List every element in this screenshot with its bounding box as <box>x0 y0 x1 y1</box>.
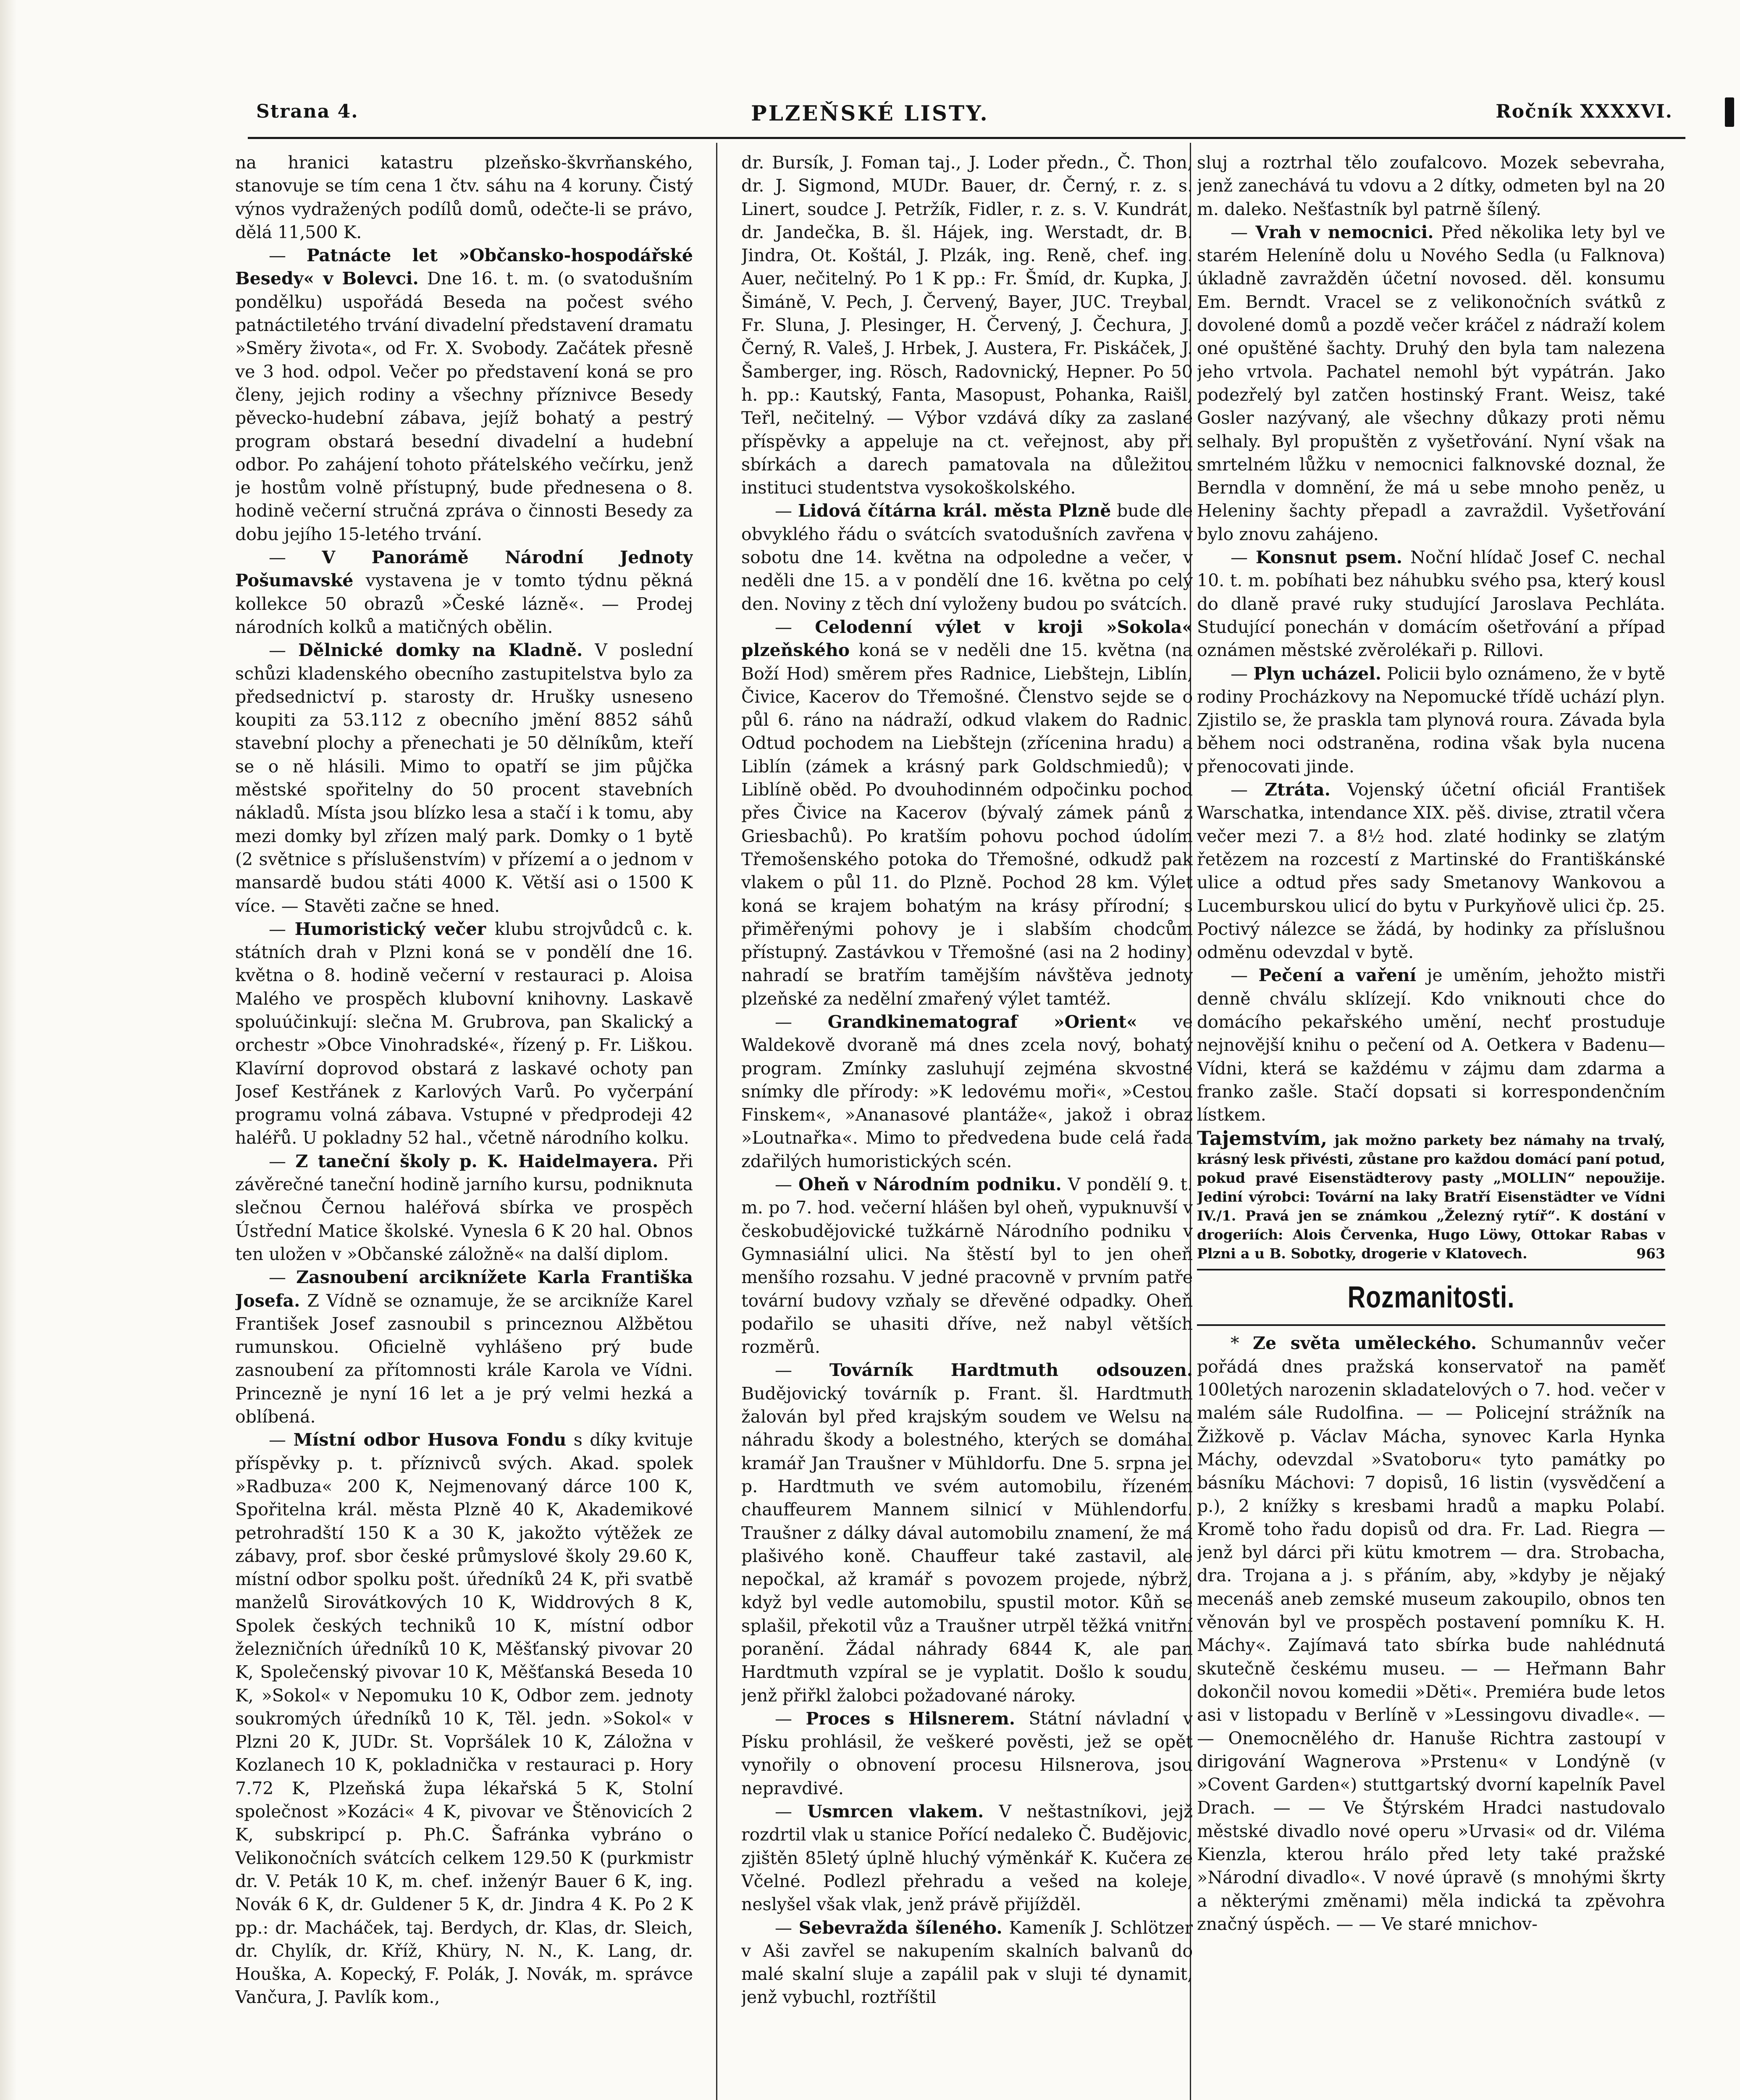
item-dash: — <box>269 1267 297 1288</box>
item-dash: — <box>269 640 298 661</box>
advertisement <box>1197 1129 1665 1263</box>
item-dash: — <box>269 547 322 568</box>
item-text: Dne 16. t. m. (o svatodušním pondělku) uspořádá Beseda na počest svého patnáctiletého trvání divadelní představení dramatu »Směry života«, od Fr. X. Svobody. Začátek přesně ve 3 hod. odpol. Večer po představení koná se pro členy, jejich rodiny a všechny příznivce Besedy pěvecko-hudební zábava, jejíž bohatý a pestrý program obstará besední divadelní a hudební odbor. Po zahájení tohoto přátelského večírku, jenž je hostům volně přístupný, bude přednesena o 8. hodině večerní stručná zpráva o činnosti Besedy za dobu jejího 15-letého trvání. <box>235 268 693 544</box>
item-text: koná se v neděli dne 15. května (na Boží Hod) směrem přes Radnice, Liebštejn, Liblín, Čivice, Kacerov do Třemošné. Členstvo sejde se o půl 6. ráno na nádraží, odkud vlakem do Radnic. Odtud pochodem na Liebštejn (zřícenina hradu) a Liblín (zámek a krásný park Goldschmiedů); v Liblíně oběd. Po dvouhodinném odpočinku pochod přes Čivice na Kacerov (bývalý zámek pánů z Griesbachů). Po kratším pohovu pochod údolím Třemošenského potoka do Třemošné, odkudž pak vlakem o půl 11. do Plzně. Pochod 28 km. Výlet koná se krajem bohatým na krásy přírodní; s přiměřenými pohovy je i slabším chodcům přístupný. Zastávkou v Třemošné (asi na 2 hodiny) nahradí se bratřím tamějším návštěva jednoty plzeňské za nedělní zmařený výlet tamtéž. <box>741 640 1193 1009</box>
item-dash: — <box>269 1430 294 1450</box>
item-headline: Pečení a vaření <box>1258 965 1417 986</box>
item-dash: — <box>1231 547 1256 568</box>
item-dash: — <box>775 1917 799 1938</box>
item-headline: Grandkinematograf »Orient« <box>827 1011 1137 1032</box>
news-item <box>235 1428 693 2009</box>
item-headline: Humoristický večer <box>294 919 486 939</box>
item-headline: Z taneční školy p. K. Haidelmayera. <box>295 1151 659 1171</box>
news-item <box>741 1800 1193 1916</box>
item-headline: Oheň v Národním podniku. <box>798 1174 1062 1195</box>
item-dash: — <box>1231 222 1256 242</box>
item-dash: — <box>269 1151 296 1171</box>
item-dash: — <box>1231 965 1259 986</box>
item-text: klubu strojvůdců c. k. státních drah v Plzni koná se v pondělí dne 16. května o 8. hodině večerní v restauraci p. Aloisa Malého ve prospěch klubovní knihovny. Laskavě spoluúčinkují: slečna M. Grubrova, pan Skalický a orchestr »Obce Vinohradské«, řízený p. Fr. Liškou. Klavírní doprovod obstará z laskavé ochoty pan Josef Kestřánek z Karlových Varů. Po vyčerpání programu volná zábava. Vstupné v předprodeji 42 haléřů. U pokladny 52 hal., včetně národního kolku. <box>235 919 693 1148</box>
news-item <box>1197 1332 1665 1936</box>
item-dash: — <box>775 1011 828 1032</box>
item-dash: — <box>1231 663 1254 684</box>
column-2 <box>741 151 1193 2100</box>
page-number: Strana 4. <box>256 101 359 122</box>
item-headline: Lidová čítárna král. města Plzně <box>798 501 1111 521</box>
news-item <box>741 1359 1193 1707</box>
item-headline: Proces s Hilsnerem. <box>806 1708 1016 1729</box>
header-rule <box>248 137 1685 139</box>
item-headline: Vrah v nemocnici. <box>1255 222 1434 242</box>
news-item <box>741 1011 1193 1173</box>
item-dash: — <box>775 617 815 637</box>
item-text: Policii bylo oznámeno, že v bytě rodiny Procházkovy na Nepomucké třídě uchází plyn. Zjistilo se, že praskla tam plynová roura. Závada byla během noci odstraněna, rodina však byla nucena přenocovati jinde. <box>1197 663 1665 777</box>
item-text: Z Vídně se oznamuje, že se arcikníže Karel František Josef zasnoubil s princeznou Alžbětou rumunskou. Oficielně vyhlášeno prý bude zasnoubení za přítomnosti krále Karola ve Vídni. Princezně je nyní 16 let a je prý velmi hezká a oblíbená. <box>235 1290 693 1427</box>
item-text: Schumannův večer pořádá dnes pražská konservatoř na paměť 100letých narozenin skladatelových o 7. hod. večer v malém sále Rudolfina. — — Policejní strážník na Žižkově p. Václav Mácha, synovec Karla Hynka Máchy, odevzdal »Svatoboru« tyto památky po básníku Máchovi: 7 dopisů, 16 listin (vysvědčení a p.), 2 knížky s kresbami hradů a mapku Polabí. Kromě toho řadu dopisů od dra. Fr. Lad. Riegra — jenž byl dárci při kütu kmotrem — dra. Strobacha, dra. Trojana a j. s přáním, aby, »kdyby je nějaký mecenáš aneb zemské museum zakoupilo, obnos ten věnován byl ve prospěch postavení pomníku K. H. Máchy«. Zajímavá tato sbírka bude nahlédnutá skutečně českému museu. — — Heřmann Bahr dokončil novou komedii »Děti«. Premiéra bude letos asi v listopadu v Berlíně v »Lessingovu divadle«. — — Onemocnělého dr. Hanuše Richtra zastoupí v dirigování Wagnerova »Prstenu« v Londýně (v »Covent Garden«) stuttgartský dvorní kapelník Pavel Drach. — — Ve Štýrském Hradci nastudovalo městské divadlo nové operu »Urvasi« od dr. Viléma Kienzla, kterou hrálo před lety také pražské »Národní divadlo«. V nové úpravě (s mnohými škrty a některými změnami) měla indická ta zpěvohra značný úspěch. — — Ve staré mnichov- <box>1197 1333 1665 1934</box>
item-headline: Usmrcen vlakem. <box>807 1801 984 1822</box>
news-item <box>1197 221 1665 546</box>
item-text: vystavena je v tomto týdnu pěkná kollekce 50 obrazů »České lázně«. — Prodej národních kolků a matičných obělin. <box>235 570 693 637</box>
news-item <box>1197 778 1665 964</box>
volume-number: Ročník XXXXVI. <box>1496 101 1673 122</box>
item-headline: Zasnoubení arciknížete Karla Františka Josefa. <box>235 1267 693 1311</box>
item-dash: — <box>775 1708 806 1729</box>
item-text: V neštastníkovi, jejž rozdrtil vlak u stanice Pořící nedaleko Č. Budějovic, zjištěn 85letý úplně hluchý výměnkář K. Kučera ze Včelné. Podlezl přehradu a vešed na koleje, neslyšel však vlak, jenž právě přijížděl. <box>741 1801 1193 1915</box>
news-item <box>1197 546 1665 662</box>
news-item <box>235 1150 693 1266</box>
advertisement-body: jak možno parkety bez námahy na trvalý, krásný lesk přivésti, zůstane pro každou domácí paní potud, pokud pravé Eisenstädterovy pasty „MOLLIN“ nepoužije. Jediní výrobci: Tovární na laky Bratří Eisenstädter ve Vídni IV./1. Pravá jen se známkou „Železný rytíř“. K dostání v drogeriích: Alois Červenka, Hugo Löwy, Ottokar Rabas v Plzni a u B. Sobotky, drogerie v Klatovech. <box>1197 1132 1665 1262</box>
section-rule <box>1197 1324 1665 1326</box>
item-text: s díky kvituje příspěvky p. t. příznivců svých. Akad. spolek »Radbuza« 200 K, Nejmenovaný dárce 100 K, Spořitelna král. města Plzně 40 K, Akademikové petrohradští 150 K a 30 K, jakožto výtěžek ze zábavy, prof. sbor české průmyslové školy 29.60 K, místní odbor spolku pošt. úředníků 24 K, při svatbě manželů Sirovátkových 10 K, Widdrových 8 K, Spolek českých techniků 10 K, místní odbor železničních úředníků 10 K, Měšťanský pivovar 20 K, Společenský pivovar 10 K, Měšťanská Beseda 10 K, »Sokol« v Nepomuku 10 K, Odbor zem. jednoty soukromých úředníků 10 K, Těl. jedn. »Sokol« v Plzni 20 K, JUDr. St. Vopršálek 10 K, Záložna v Kozlanech 10 K, pokladnička v restauraci p. Hory 7.72 K, Plzeňská župa lékařská 5 K, Stolní společnost »Kozáci« 4 K, pivovar ve Štěnovicích 2 K, subskripcí p. Ph.C. Šafránka vybráno o Velikonočních svátcích celkem 129.50 K (purkmistr dr. V. Peták 10 K, m. chef. inženýr Bauer 6 K, ing. Novák 6 K, dr. Guldener 5 K, dr. Jindra 4 K. Po 2 K pp.: dr. Macháček, taj. Berdych, dr. Klas, dr. Sleich, dr. Chylík, dr. Kříž, Khüry, N. N., K. Lang, dr. Houška, A. Kopecký, F. Polák, J. Novák, m. správce Vančura, J. Pavlík kom., <box>235 1430 693 2008</box>
news-item <box>235 546 693 639</box>
item-headline: Ze světa uměleckého. <box>1253 1333 1477 1354</box>
column-3-news <box>1197 151 1665 1126</box>
item-headline: Dělnické domky na Kladně. <box>298 640 583 661</box>
section-title: Rozmanitosti. <box>1347 1281 1515 1315</box>
column-divider <box>716 143 717 2100</box>
news-item <box>235 244 693 546</box>
item-text: bude dle obvyklého řádu o svátcích svatodušních zavřena v sobotu dne 14. května na odpoledne a večer, v neděli dne 15. a v pondělí dne 16. května po celý den. Noviny z těch dní vyloženy budou po svátcích. <box>741 501 1193 614</box>
section-items <box>1197 1332 1665 1936</box>
item-text: sluj a roztrhal tělo zoufalcovo. Mozek sebevraha, jenž zanechává tu vdovu a 2 dítky, odmeten byl na 20 m. daleko. Nešťastník byl patrně šílený. <box>1197 152 1665 219</box>
item-text: Vojenský účetní oficiál František Warschatka, intendance XIX. pěš. divise, ztratil včera večer mezi 7. a 8½ hod. zlaté hodinky se zlatým řetězem na rozcestí z Martinské do Františkánské ulice a odtud přes sady Smetanovy Wankovou a Lucemburskou ulicí do bytu v Purkyňově ulici čp. 25. Poctivý nálezce se žádá, by hodinky za příslušnou odměnu odevzdal v bytě. <box>1197 780 1665 963</box>
item-dash: — <box>1231 780 1265 800</box>
item-text: V pondělí 9. t. m. po 7. hod. večerní hlášen byl oheň, vypuknuvší v českobudějovické tužkárně Národního podniku v Gymnasiální ulici. Na štěstí byl to jen oheň menšího rozsahu. V jedné pracovně v prvním patře tovární budovy vzňaly se dřevěné odpadky. Oheň podařilo se uhasiti dříve, než nabyl větších rozměrů. <box>741 1174 1193 1357</box>
news-item <box>741 1173 1193 1359</box>
news-item <box>741 616 1193 1011</box>
item-text: Při závěrečné taneční hodině jarního kursu, podniknuta slečnou Černou haléřová sbírka ve prospěch Ústřední Matice školské. Vynesla 6 K 20 hal. Obnos ten uložen v »Občanské záložně« na další diplom. <box>235 1151 693 1264</box>
item-headline: Místní odbor Husova Fondu <box>293 1430 567 1450</box>
item-dash: * <box>1231 1333 1253 1354</box>
page-edge-shadow <box>0 0 17 2100</box>
item-dash: — <box>269 245 307 266</box>
item-headline: Továrník Hardtmuth odsouzen. <box>829 1360 1193 1381</box>
advertisement-headline: Tajemstvím, <box>1197 1127 1328 1150</box>
item-text: Noční hlídač Josef C. nechal 10. t. m. pobíhati bez náhubku svého psa, který kousl do dlaně pravé ruky studující Jaroslava Pechláta. Studující ponechán v domácím ošetřování a případ oznámen městské zvěrolékaři p. Rillovi. <box>1197 547 1665 661</box>
item-dash: — <box>269 919 295 939</box>
item-headline: Konsnut psem. <box>1255 547 1403 568</box>
news-item <box>1197 662 1665 778</box>
item-text: Kameník J. Schlötzer v Aši zavřel se nakupením skalních balvanů do malé skalní sluje a zapálil pak v sluji té dynamit, jenž vybuchl, roztříštil <box>741 1917 1193 2008</box>
masthead-title: PLZEŇSKÉ LISTY. <box>751 101 989 126</box>
item-text: Budějovický továrník p. Frant. šl. Hardtmuth žalován byl před krajským soudem ve Welsu na náhradu škody a bolestného, kterých se domáhal kramář Jan Traušner v Mühldorfu. Dne 5. srpna jel p. Hardtmuth ve svém automobilu, řízeném chauffeurem Mannem silnicí v Mühlendorfu. Traušner z dálky dával automobilu znamení, že má plašivého koně. Chauffeur také zastavil, ale nepočkal, až kramář s povozem projede, nýbrž, když byl vedle automobilu, spustil motor. Kůň se splašil, překotil vůz a Traušner utrpěl těžká vnitřní poranění. Žádal náhrady 6844 K, ale pan Hardtmuth vzpíral se je vyplatit. Došlo k soudu, jenž přiřkl žalobci požadované nároky. <box>741 1383 1193 1706</box>
news-item <box>741 1916 1193 2009</box>
news-item <box>235 918 693 1150</box>
item-text: Státní návladní v Písku prohlásil, že veškeré pověsti, jež se opět vynořily o obnovení procesu Hilsnerova, jsou nepravdivé. <box>741 1708 1193 1798</box>
news-item <box>1197 151 1665 221</box>
item-text: V poslední schůzi kladenského obecního zastupitelstva bylo za předsednictví p. starosty dr. Hrušky usneseno koupiti za 53.112 z obecního jmění 8852 sáhů stavební plochy a přenechati je 50 dělníkům, kteří se o ně hlásili. Mimo to opatří se jim půjčka městské spořitelny do 50 procent stavebních nákladů. Místa jsou blízko lesa a stačí i k tomu, aby mezi domky byl zřízen malý park. Domky o 1 bytě (2 světnice s příslušenstvím) v přízemí a o jednom v mansardě budou státi 4000 K. Větší asi o 1500 K více. — Stavěti začne se hned. <box>235 640 693 916</box>
column-1 <box>235 151 693 2100</box>
item-headline: Sebevražda šíleného. <box>798 1917 1003 1938</box>
item-dash: — <box>775 1174 798 1195</box>
item-headline: Ztráta. <box>1265 780 1331 800</box>
item-text: ve Waldekově dvoraně má dnes zcela nový, bohatý program. Zmínky zasluhují zejména skvostné snímky dle přírody: »K ledovému moři«, »Cestou Finskem«, »Ananasové plantáže«, jakož i obraz »Loutnařka«. Mimo to předvedena bude celá řada zdařilých humoristických scén. <box>741 1011 1193 1171</box>
news-item <box>1197 964 1665 1126</box>
item-text: na hranici katastru plzeňsko-škvrňanského, stanovuje se tím cena 1 čtv. sáhu na 4 koruny. Čistý výnos vydražených podílů domů, odečte-li se právo, dělá 11,500 K. <box>235 152 693 242</box>
news-item <box>741 499 1193 615</box>
item-dash: — <box>775 1801 808 1822</box>
item-text: dr. Bursík, J. Foman taj., J. Loder předn., Č. Thon, dr. J. Sigmond, MUDr. Bauer, dr. Černý, r. z. s. Linert, soudce J. Petržík, Fidler, r. z. s. V. Kundrát, dr. Jandečka, B. šl. Hájek, ing. Werstadt, dr. B. Jindra, Ot. Koštál, J. Plzák, ing. Reně, chef. ing. Auer, nečitelný. Po 1 K pp.: Fr. Šmíd, dr. Kupka, J. Šimáně, V. Pech, J. Červený, Bayer, JUC. Treybal, Fr. Sluna, J. Plesinger, H. Červený, J. Čechura, J. Černý, R. Valeš, J. Hrbek, J. Austera, Fr. Piskáček, J. Šamberger, ing. Rösch, Radovnický, Hepner. Po 50 h. pp.: Kautský, Fanta, Masopust, Pohanka, Raišl, Teřl, nečitelný. — Výbor vzdává díky za zaslané příspěvky a appeluje na ct. veřejnost, aby při sbírkách a darech pamatovala na důležitou instituci studentstva vysokoškolského. <box>741 152 1193 498</box>
item-dash: — <box>775 1360 829 1381</box>
item-dash: — <box>775 501 798 521</box>
section-rule <box>1197 1269 1665 1270</box>
item-headline: Patnácte let »Občansko-hospodářské Besedy« v Bolevci. <box>235 245 693 289</box>
item-headline: V Panorámě Národní Jednoty Pošumavské <box>235 547 693 591</box>
column-3 <box>1197 151 1665 2100</box>
news-item <box>235 639 693 918</box>
item-text: je uměním, jehožto mistři denně chválu sklízejí. Kdo vniknouti chce do domácího pekařského umění, nechť prostuduje nejnovější knihu o pečení od A. Oetkera v Badenu—Vídni, která se každému v zájmu dam zdarma a franko zašle. Stačí dopsati si korrespondenčním lístkem. <box>1197 965 1665 1125</box>
news-item <box>741 1707 1193 1800</box>
item-text: Před několika lety byl ve starém Heleníně dolu u Nového Sedla (u Falknova) úkladně zavražděn účetní novosed. děl. konsumu Em. Berndt. Vracel se z velikonočních svátků z dovolené domů a pozdě večer kráčel z nádraží kolem oné opuštěné šachty. Druhý den byla tam nalezena jeho vrtvola. Pachatel nemohl být vypátrán. Jako podezřelý byl zatčen hostinský Frant. Weisz, také Gosler nazývaný, ale všechny důkazy proti němu selhaly. Byl propuštěn z vyšetřování. Nyní však na smrtelném lůžku v nemocnici falknovské doznal, že Berndla v domnění, že má u sebe mnoho peněz, u Heleniny šachty přepadl a zavraždil. Vyšetřování bylo znovu zahájeno. <box>1197 222 1665 544</box>
news-item <box>235 1266 693 1428</box>
news-item <box>235 151 693 244</box>
item-headline: Celodenní výlet v kroji »Sokola« plzeňského <box>741 617 1193 661</box>
news-item <box>741 151 1193 499</box>
advertisement-code: 963 <box>1636 1245 1665 1262</box>
item-headline: Plyn ucházel. <box>1253 663 1382 684</box>
